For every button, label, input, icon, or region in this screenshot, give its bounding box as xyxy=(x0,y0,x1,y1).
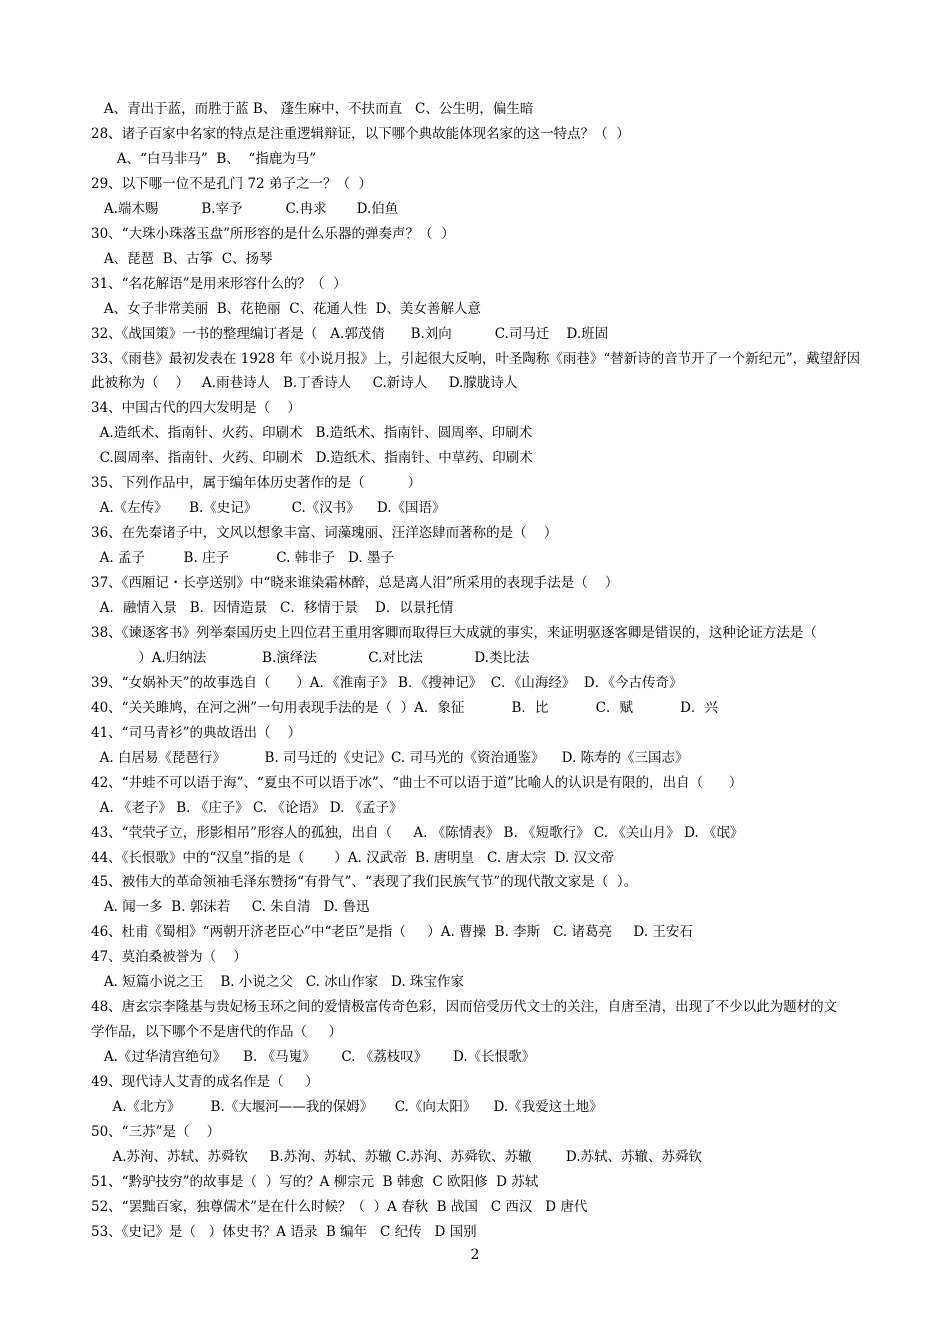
text-line: 32、《战国策》一书的整理编订者是（ A.郭茂倩 B.刘向 C.司马迁 D.班固 xyxy=(91,325,609,342)
text-line: 44、《长恨歌》中的“汉皇”指的是（ ）A. 汉武帝 B. 唐明皇 C. 唐太宗 D. 汉文帝 xyxy=(91,849,614,866)
text-line: 41、“司马青衫”的典故语出（ ） xyxy=(91,724,302,741)
text-line: A.苏洵、苏轼、苏舜钦 B.苏洵、苏轼、苏辙 C.苏洵、苏舜钦、苏辙 D.苏轼、苏辙、苏舜钦 xyxy=(91,1148,703,1165)
text-line: 29、以下哪一位不是孔门 72 弟子之一？（ ） xyxy=(91,175,373,192)
text-line: 47、莫泊桑被誉为（ ） xyxy=(91,949,247,966)
text-line: 30、“大珠小珠落玉盘”所形容的是什么乐器的弹奏声？（ ） xyxy=(91,225,455,242)
text-line: A.《左传》 B.《史记》 C.《汉书》 D.《国语》 xyxy=(91,500,446,517)
text-line: 52、“罢黜百家，独尊儒术”是在什么时候？（ ）A 春秋 B 战国 C 西汉 D 唐代 xyxy=(91,1198,588,1215)
text-line: 35、下列作品中，属于编年体历史著作的是（ ） xyxy=(91,475,422,492)
text-line: 51、“黔驴技穷”的故事是（ ）写的？A 柳宗元 B 韩愈 C 欧阳修 D 苏轼 xyxy=(91,1173,539,1190)
text-line: A.《过华清宫绝句》 B. 《马嵬》 C. 《荔枝叹》 D.《长恨歌》 xyxy=(91,1049,536,1066)
text-line: 40、“关关雎鸠，在河之洲”一句用表现手法的是（ ）A．象征 B．比 C．赋 D．兴 xyxy=(91,699,718,716)
text-line: A. 短篇小说之王 B. 小说之父 C. 冰山作家 D. 珠宝作家 xyxy=(91,974,464,991)
text-line: 33、《雨巷》最初发表在 1928 年《小说月报》上，引起很大反响，叶圣陶称《雨巷》“替新诗的音节开了一个新纪元”，戴望舒因 xyxy=(91,350,861,367)
text-line: ）A.归纳法 B.演绎法 C.对比法 D.类比法 xyxy=(91,649,530,666)
text-line: A、青出于蓝，而胜于蓝 B、 蓬生麻中，不扶而直 C、公生明，偏生暗 xyxy=(91,101,534,117)
text-line: 39、“女娲补天”的故事选自（ ）A．《淮南子》 B．《搜神记》 C．《山海经》 D．《今古传奇》 xyxy=(91,674,683,691)
text-line: 42、“井蛙不可以语于海”、“夏虫不可以语于冰”、“曲士不可以语于道”比喻人的认识是有限的，出自（ ） xyxy=(91,774,743,791)
text-line: A.造纸术、指南针、火药、印刷术 B.造纸术、指南针、圆周率、印刷术 xyxy=(91,425,533,442)
text-line: 53、《史记》是（ ）体史书？A 语录 B 编年 C 纪传 D 国别 xyxy=(91,1223,477,1240)
text-line: 37、《西厢记・长亭送别》中“晓来谁染霜林醉，总是离人泪”所采用的表现手法是（ ） xyxy=(91,575,619,592)
text-line: 43、“茕茕孑立，形影相吊”形容人的孤独，出自（ A. 《陈情表》 B. 《短歌行》 C. 《关山月》 D. 《氓》 xyxy=(91,824,744,841)
text-line: 49、现代诗人艾青的成名作是（ ） xyxy=(91,1074,319,1091)
text-line: A. 白居易《琵琶行》 B. 司马迁的《史记》C. 司马光的《资治通鉴》 D. 陈寿的《三国志》 xyxy=(91,749,689,766)
text-line: A. 孟子 B. 庄子 C. 韩非子 D. 墨子 xyxy=(91,550,394,567)
text-line: 50、“三苏”是（ ） xyxy=(91,1123,221,1140)
text-line: C.圆周率、指南针、火药、印刷术 D.造纸术、指南针、中草药、印刷术 xyxy=(91,450,533,467)
text-line: A. 《老子》 B. 《庄子》 C. 《论语》 D. 《孟子》 xyxy=(91,799,403,816)
text-line: 48、唐玄宗李隆基与贵妃杨玉环之间的爱情极富传奇色彩，因而倍受历代文士的关注，自唐至清，出现了不少以此为题材的文 xyxy=(91,999,838,1016)
text-line: 28、诸子百家中名家的特点是注重逻辑辩证，以下哪个典故能体现名家的这一特点？（ ） xyxy=(91,125,630,142)
text-line: A. 闻一多 B. 郭沫若 C. 朱自清 D. 鲁迅 xyxy=(91,899,370,916)
text-line: A．融情入景 B．因情造景 C．移情于景 D．以景托情 xyxy=(91,600,454,616)
page-number: 2 xyxy=(470,1247,480,1263)
text-line: 31、“名花解语”是用来形容什么的？（ ） xyxy=(91,275,347,292)
text-line: A、琵琶 B、古筝 C、扬琴 xyxy=(91,250,273,267)
text-line: 38、《谏逐客书》列举秦国历史上四位君王重用客卿而取得巨大成就的事实，来证明驱逐客卿是错误的，这种论证方法是（ xyxy=(91,624,817,641)
text-line: A.《北方》 B.《大堰河——我的保姆》 C.《向太阳》 D.《我爱这土地》 xyxy=(91,1099,603,1115)
text-line: 34、中国古代的四大发明是（ ） xyxy=(91,400,301,417)
text-line: 学作品，以下哪个不是唐代的作品（ ） xyxy=(91,1024,342,1041)
text-line: 45、被伟大的革命领袖毛泽东赞扬“有骨气”、“表现了我们民族气节”的现代散文家是（ ）。 xyxy=(91,874,638,891)
text-line: A.端木赐 B.宰予 C.冉求 D.伯鱼 xyxy=(91,200,399,217)
text-line: 36、在先秦诸子中，文风以想象丰富、词藻瑰丽、汪洋恣肆而著称的是（ ） xyxy=(91,525,558,542)
text-line: 46、杜甫《蜀相》“两朝开济老臣心”中“老臣”是指（ ）A. 曹操 B. 李斯 C. 诸葛亮 D. 王安石 xyxy=(91,924,693,941)
text-line: A、“白马非马” B、 “指鹿为马” xyxy=(91,150,317,167)
text-line: 此被称为（ ） A.雨巷诗人 B.丁香诗人 C.新诗人 D.朦胧诗人 xyxy=(91,375,518,392)
text-line: A、女子非常美丽 B、花艳丽 C、花通人性 D、美女善解人意 xyxy=(91,300,481,317)
